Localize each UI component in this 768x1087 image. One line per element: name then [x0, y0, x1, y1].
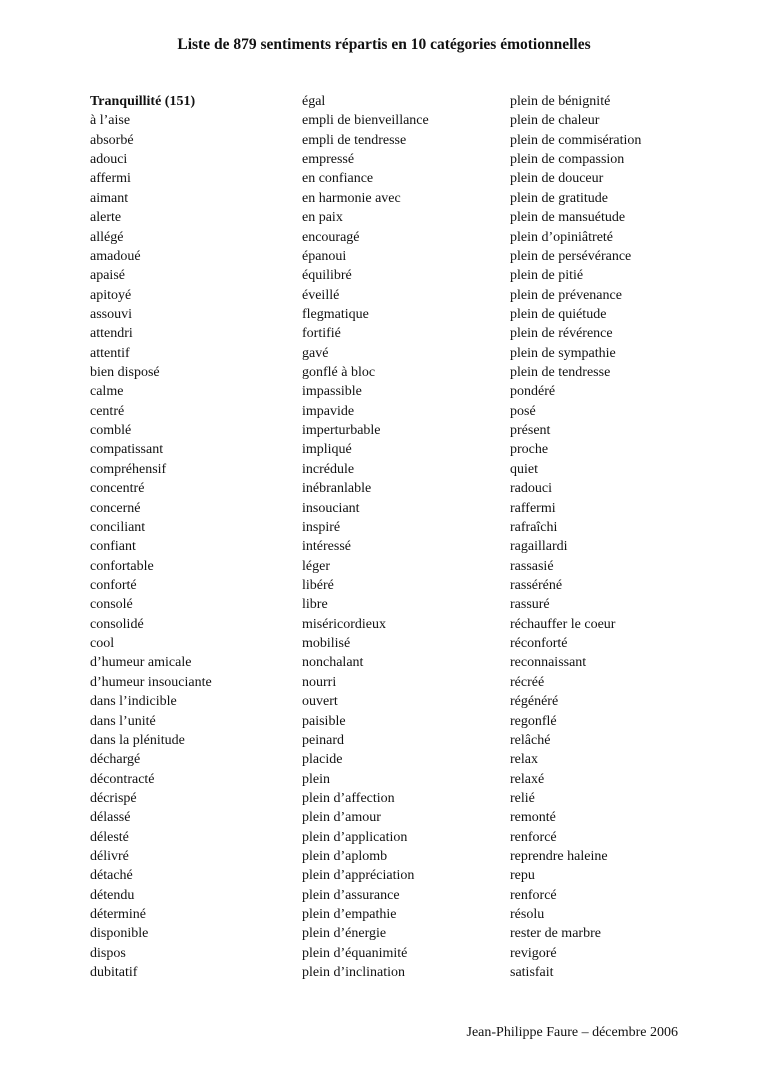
- word-item: équilibré: [302, 268, 352, 284]
- word-item: d’humeur amicale: [90, 655, 192, 671]
- word-item: éveillé: [302, 287, 340, 303]
- word-item: repu: [510, 868, 535, 884]
- word-item: radouci: [510, 481, 552, 497]
- word-item: plein de persévérance: [510, 248, 632, 264]
- word-item: cool: [90, 636, 115, 652]
- word-item: délassé: [90, 810, 131, 826]
- word-item: déterminé: [90, 907, 146, 923]
- word-item: proche: [510, 442, 549, 458]
- word-item: attentif: [90, 345, 130, 361]
- word-item: égal: [302, 94, 326, 109]
- word-item: dans l’indicible: [90, 694, 177, 710]
- word-item: absorbé: [90, 132, 134, 148]
- word-item: compréhensif: [90, 461, 167, 477]
- word-item: plein d’empathie: [302, 907, 397, 923]
- word-item: placide: [302, 752, 343, 768]
- word-item: présent: [510, 423, 551, 439]
- word-item: relié: [510, 790, 535, 806]
- word-item: plein de mansuétude: [510, 210, 626, 226]
- word-item: posé: [510, 403, 536, 419]
- word-item: léger: [302, 558, 330, 574]
- word-item: reconnaissant: [510, 655, 587, 671]
- word-item: délivré: [90, 849, 129, 865]
- word-item: nourri: [302, 674, 337, 690]
- word-item: plein de prévenance: [510, 287, 622, 303]
- word-item: en confiance: [302, 171, 374, 187]
- word-item: inspiré: [302, 519, 341, 535]
- word-item: plein d’inclination: [302, 965, 406, 981]
- word-item: détaché: [90, 868, 133, 884]
- word-item: dans la plénitude: [90, 732, 185, 748]
- word-item: plein de compassion: [510, 152, 625, 168]
- document-title: Liste de 879 sentiments répartis en 10 catégories émotionnelles: [177, 36, 591, 53]
- word-item: rassuré: [510, 597, 550, 613]
- word-item: imperturbable: [302, 423, 381, 439]
- word-item: libre: [302, 597, 328, 613]
- word-item: rafraîchi: [510, 519, 558, 535]
- word-item: à l’aise: [90, 113, 131, 129]
- word-item: plein d’aplomb: [302, 849, 388, 865]
- word-item: détendu: [90, 887, 135, 903]
- word-item: plein d’affection: [302, 790, 395, 806]
- word-item: d’humeur insouciante: [90, 674, 212, 690]
- word-item: récréé: [510, 674, 545, 690]
- word-item: centré: [90, 403, 125, 419]
- word-item: regonflé: [510, 713, 557, 729]
- word-item: plein d’assurance: [302, 887, 400, 903]
- word-item: impavide: [302, 403, 355, 419]
- word-item: insouciant: [302, 500, 360, 516]
- word-item: ragaillardi: [510, 539, 568, 555]
- word-item: concerné: [90, 500, 141, 516]
- word-item: confiant: [90, 539, 136, 555]
- word-item: empli de bienveillance: [302, 113, 429, 129]
- word-item: délesté: [90, 829, 129, 845]
- word-item: libéré: [302, 577, 334, 593]
- word-item: compatissant: [90, 442, 164, 458]
- word-item: renforcé: [510, 887, 557, 903]
- word-item: relax: [510, 752, 538, 768]
- word-item: en paix: [302, 210, 343, 226]
- word-item: ouvert: [302, 694, 338, 710]
- word-item: quiet: [510, 461, 538, 477]
- word-item: plein de sympathie: [510, 345, 616, 361]
- word-item: raffermi: [510, 500, 556, 516]
- author-date-footer: Jean-Philippe Faure – décembre 2006: [466, 1025, 678, 1040]
- word-item: impliqué: [302, 442, 352, 458]
- word-item: régénéré: [510, 694, 559, 710]
- word-item: fortifié: [302, 326, 341, 342]
- word-item: plein de révérence: [510, 326, 613, 342]
- word-item: comblé: [90, 423, 132, 439]
- word-item: plein de gratitude: [510, 190, 608, 206]
- word-item: nonchalant: [302, 655, 364, 671]
- word-item: plein d’amour: [302, 810, 381, 826]
- word-item: empli de tendresse: [302, 132, 407, 148]
- word-item: gonflé à bloc: [302, 365, 376, 381]
- word-item: plein de quiétude: [510, 306, 607, 322]
- word-item: peinard: [302, 732, 344, 748]
- word-item: incrédule: [302, 461, 355, 477]
- word-item: rasséréné: [510, 577, 563, 593]
- word-item: gavé: [302, 345, 329, 361]
- word-item: adouci: [90, 152, 128, 168]
- word-item: impassible: [302, 384, 362, 400]
- word-item: épanoui: [302, 248, 347, 264]
- word-item: intéressé: [302, 539, 351, 555]
- word-item: dispos: [90, 945, 126, 961]
- word-item: résolu: [510, 907, 545, 923]
- word-item: bien disposé: [90, 365, 160, 381]
- word-item: plein d’appréciation: [302, 868, 415, 884]
- word-item: remonté: [510, 810, 556, 826]
- word-item: en harmonie avec: [302, 190, 401, 206]
- word-item: allégé: [90, 229, 124, 245]
- word-item: décrispé: [90, 790, 137, 806]
- word-item: reprendre haleine: [510, 849, 608, 865]
- word-item: flegmatique: [302, 306, 369, 322]
- word-item: aimant: [90, 190, 129, 206]
- word-item: réconforté: [510, 636, 568, 652]
- word-item: dubitatif: [90, 965, 138, 981]
- word-item: paisible: [302, 713, 346, 729]
- word-item: confortable: [90, 558, 154, 574]
- word-column-1: [90, 92, 212, 983]
- word-item: encouragé: [302, 229, 360, 245]
- word-item: alerte: [90, 210, 122, 226]
- word-item: plein de bénignité: [510, 94, 611, 109]
- word-item: plein d’opiniâtreté: [510, 229, 614, 245]
- word-item: renforcé: [510, 829, 557, 845]
- word-item: consolé: [90, 597, 133, 613]
- word-item: apaisé: [90, 268, 125, 284]
- word-item: plein de pitié: [510, 268, 584, 284]
- word-item: plein: [302, 771, 330, 787]
- word-item: plein d’équanimité: [302, 945, 408, 961]
- word-item: conforté: [90, 577, 137, 593]
- word-item: relâché: [510, 732, 551, 748]
- word-item: pondéré: [510, 384, 556, 400]
- word-item: assouvi: [90, 306, 132, 322]
- word-item: réchauffer le coeur: [510, 616, 616, 632]
- word-item: rassasié: [510, 558, 554, 574]
- word-item: plein de commisération: [510, 132, 642, 148]
- word-item: miséricordieux: [302, 616, 386, 632]
- word-item: concentré: [90, 481, 145, 497]
- word-item: consolidé: [90, 616, 144, 632]
- word-item: mobilisé: [302, 636, 351, 652]
- word-item: disponible: [90, 926, 149, 942]
- word-item: affermi: [90, 171, 131, 187]
- word-item: plein d’application: [302, 829, 408, 845]
- word-item: inébranlable: [302, 481, 372, 497]
- word-item: amadoué: [90, 248, 141, 264]
- word-item: empressé: [302, 152, 355, 168]
- word-item: plein de tendresse: [510, 365, 611, 381]
- word-item: rester de marbre: [510, 926, 601, 942]
- word-item: déchargé: [90, 752, 141, 768]
- word-item: plein de douceur: [510, 171, 604, 187]
- word-item: relaxé: [510, 771, 545, 787]
- word-item: satisfait: [510, 965, 554, 981]
- word-item: conciliant: [90, 519, 146, 535]
- word-item: dans l’unité: [90, 713, 156, 729]
- word-column-2: [302, 92, 429, 983]
- category-heading: Tranquillité (151): [90, 94, 196, 109]
- word-item: apitoyé: [90, 287, 132, 303]
- word-item: revigoré: [510, 945, 557, 961]
- word-column-3: [510, 92, 641, 983]
- word-item: décontracté: [90, 771, 155, 787]
- word-item: attendri: [90, 326, 133, 342]
- word-item: calme: [90, 384, 124, 400]
- word-item: plein d’énergie: [302, 926, 387, 942]
- word-item: plein de chaleur: [510, 113, 600, 129]
